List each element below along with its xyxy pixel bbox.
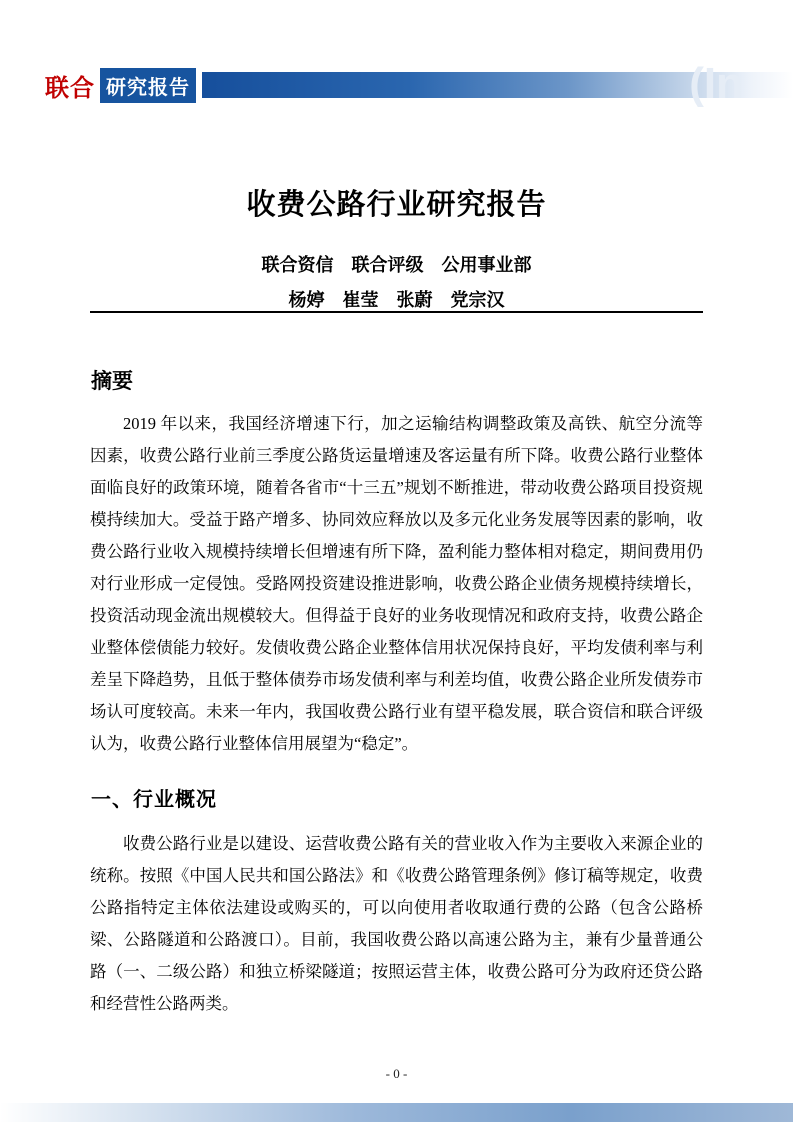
header-gradient-bar xyxy=(202,59,793,108)
byline-authors: 杨婷 崔莹 张蔚 党宗汉 xyxy=(288,290,505,310)
abstract-heading: 摘要 xyxy=(91,370,133,393)
research-report-badge: 研究报告 xyxy=(100,68,196,103)
section-1-heading: 一、行业概况 xyxy=(91,789,217,811)
lianhe-logo-watermark-icon: (In xyxy=(689,59,743,108)
report-header xyxy=(45,59,793,108)
title-divider xyxy=(90,311,703,313)
section-1-paragraph: 收费公路行业是以建设、运营收费公路有关的营业收入作为主要收入来源企业的统称。按照《中国人民共和国公路法》和《收费公路管理条例》修订稿等规定，收费公路指特定主体依法建设或购买的，可以向使用者收取通行费的公路（包含公路桥梁、公路隧道和公路渡口）。目前，我国收费公路以高速公路为主，兼有少量普通公路（一、二级公路）和独立桥梁隧道；按照运营主体，收费公路可分为政府还贷公路和经营性公路两类。 xyxy=(90,834,703,1013)
report-title: 收费公路行业研究报告 xyxy=(246,189,547,221)
page-number: - 0 - xyxy=(385,1066,408,1081)
lianhe-logo-text: 联合 xyxy=(45,74,95,102)
footer-gradient-bar xyxy=(0,1103,793,1122)
byline-departments: 联合资信 联合评级 公用事业部 xyxy=(261,255,532,275)
abstract-paragraph: 2019 年以来，我国经济增速下行，加之运输结构调整政策及高铁、航空分流等因素，收费公路行业前三季度公路货运量增速及客运量有所下降。收费公路行业整体面临良好的政策环境，随着各省市“十三五”规划不断推进，带动收费公路项目投资规模持续加大。受益于路产增多、协同效应释放以及多元化业务发展等因素的影响，收费公路行业收入规模持续增长但增速有所下降，盈利能力整体相对稳定，期间费用仍对行业形成一定侵蚀。受路网投资建设推进影响，收费公路企业债务规模持续增长，投资活动现金流出规模较大。但得益于良好的业务收现情况和政府支持，收费公路企业整体偿债能力较好。发债收费公路企业整体信用状况保持良好，平均发债利率与利差呈下降趋势，且低于整体债券市场发债利率与利差均值，收费公路企业所发债券市场认可度较高。未来一年内，我国收费公路行业有望平稳发展，联合资信和联合评级认为，收费公路行业整体信用展望为“稳定”。 xyxy=(90,414,703,753)
